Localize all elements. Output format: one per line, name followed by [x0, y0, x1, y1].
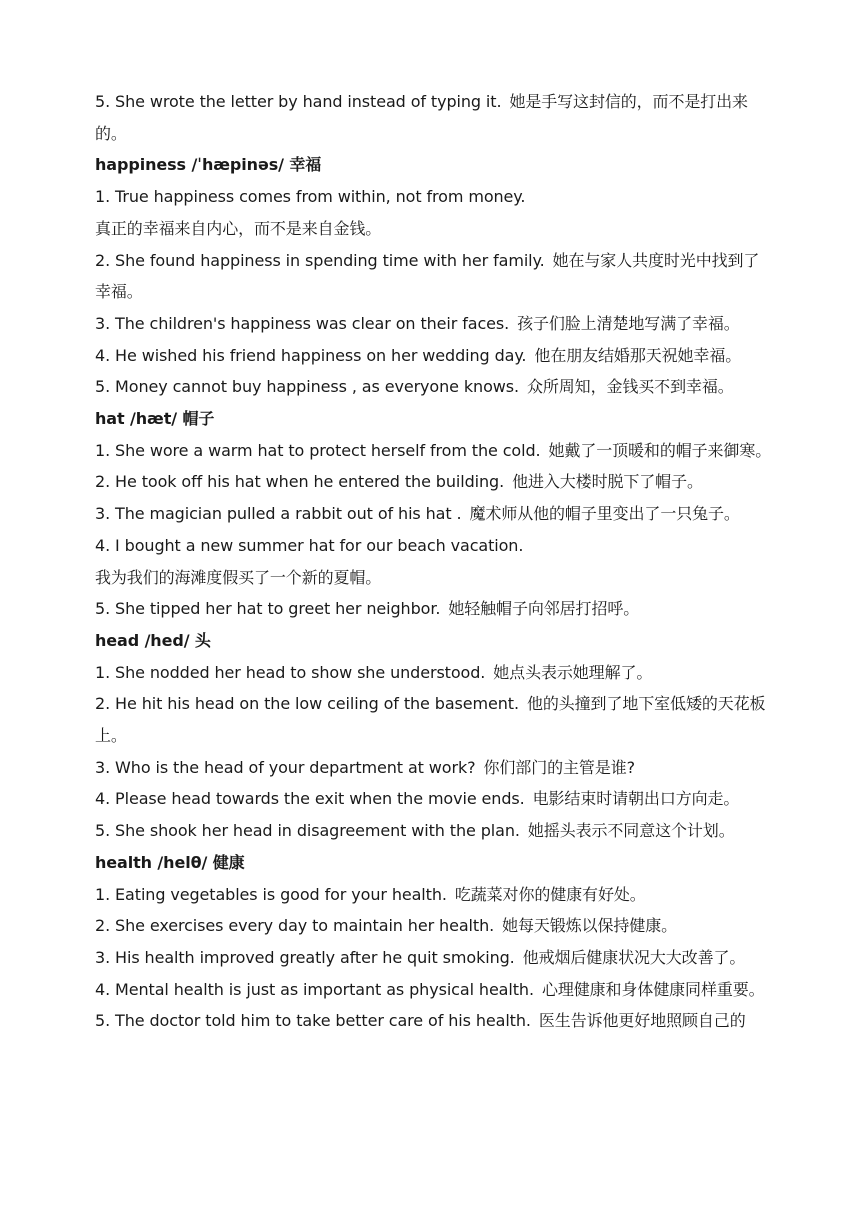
chinese-translation: 你们部门的主管是谁? [483, 757, 636, 777]
chinese-translation: 她戴了一顶暖和的帽子来御寒。 [548, 440, 772, 460]
chinese-translation: 吃蔬菜对你的健康有好处。 [454, 884, 646, 904]
document-page [95, 86, 775, 1037]
chinese-translation: 她在与家人共度时光中找到了幸福。 [95, 250, 760, 302]
english-text: 3. Who is the head of your department at work? [95, 757, 476, 777]
chinese-translation: 他进入大楼时脱下了帽子。 [512, 472, 703, 492]
english-text: 4. He wished his friend happiness on her wedding day. [95, 345, 527, 365]
example-sentence [95, 879, 775, 911]
chinese-translation: 她轻触帽子向邻居打招呼。 [448, 599, 640, 619]
example-sentence [95, 593, 775, 625]
chinese-translation: 医生告诉他更好地照顾自己的 [538, 1011, 746, 1031]
english-text: 3. The children's happiness was clear on their faces. [95, 313, 510, 333]
example-sentence [95, 498, 775, 530]
english-text: 1. Eating vegetables is good for your health. [95, 884, 447, 904]
example-sentence [95, 466, 775, 498]
chinese-translation: 他在朋友结婚那天祝她幸福。 [534, 345, 742, 365]
example-sentence [95, 86, 775, 149]
english-text: 2. She found happiness in spending time with her family. [95, 250, 545, 270]
english-text: 5. She tipped her hat to greet her neighbor. [95, 599, 441, 619]
example-sentence [95, 942, 775, 974]
headword-happiness: happiness /ˈhæpinəs/ 幸福 [95, 155, 322, 175]
english-text: 5. The doctor told him to take better care of his health. [95, 1011, 531, 1031]
example-sentence [95, 783, 775, 815]
example-sentence [95, 752, 775, 784]
english-text: 4. I bought a new summer hat for our beach vacation. [95, 535, 524, 555]
english-text: 2. He took off his hat when he entered the building. [95, 472, 505, 492]
example-sentence [95, 308, 775, 340]
example-sentence [95, 245, 775, 308]
chinese-translation: 孩子们脸上清楚地写满了幸福。 [517, 313, 740, 333]
english-text: 2. He hit his head on the low ceiling of the basement. [95, 694, 519, 714]
example-sentence [95, 181, 775, 213]
english-text: 3. The magician pulled a rabbit out of his hat . [95, 504, 462, 524]
chinese-translation: 魔术师从他的帽子里变出了一只兔子。 [469, 504, 740, 524]
example-sentence [95, 530, 775, 562]
chinese-translation: 心理健康和身体健康同样重要。 [541, 979, 765, 999]
english-text: 2. She exercises every day to maintain her health. [95, 916, 495, 936]
example-sentence [95, 371, 775, 403]
english-text: 5. She shook her head in disagreement with the plan. [95, 821, 520, 841]
chinese-translation: 真正的幸福来自内心，而不是来自金钱。 [95, 218, 382, 238]
english-text: 1. She nodded her head to show she understood. [95, 662, 486, 682]
chinese-translation: 她每天锻炼以保持健康。 [502, 916, 678, 936]
english-text: 1. She wore a warm hat to protect herself from the cold. [95, 440, 541, 460]
chinese-translation: 电影结束时请朝出口方向走。 [532, 789, 740, 809]
chinese-translation: 我为我们的海滩度假买了一个新的夏帽。 [95, 567, 382, 587]
headword-hat: hat /hæt/ 帽子 [95, 409, 215, 429]
example-sentence [95, 657, 775, 689]
chinese-translation: 她是手写这封信的，而不是打出来的。 [95, 92, 748, 143]
english-text: 5. She wrote the letter by hand instead of typing it. [95, 92, 502, 111]
chinese-translation: 众所周知，金钱买不到幸福。 [526, 377, 734, 397]
example-sentence [95, 910, 775, 942]
chinese-translation: 她摇头表示不同意这个计划。 [527, 821, 735, 841]
headword-head: head /hed/ 头 [95, 630, 211, 650]
chinese-translation: 他戒烟后健康状况大大改善了。 [522, 947, 746, 967]
chinese-translation: 她点头表示她理解了。 [493, 662, 653, 682]
english-text: 4. Please head towards the exit when the movie ends. [95, 789, 525, 809]
example-sentence [95, 974, 775, 1006]
english-text: 3. His health improved greatly after he quit smoking. [95, 947, 515, 967]
example-sentence [95, 815, 775, 847]
example-sentence [95, 435, 775, 467]
headword-health: health /helθ/ 健康 [95, 852, 245, 872]
example-sentence [95, 340, 775, 372]
english-text: 1. True happiness comes from within, not from money. [95, 187, 526, 207]
example-sentence [95, 1005, 775, 1037]
english-text: 5. Money cannot buy happiness , as everyone knows. [95, 377, 519, 397]
example-sentence [95, 688, 775, 751]
english-text: 4. Mental health is just as important as physical health. [95, 979, 534, 999]
chinese-translation: 他的头撞到了地下室低矮的天花板上。 [95, 694, 766, 746]
